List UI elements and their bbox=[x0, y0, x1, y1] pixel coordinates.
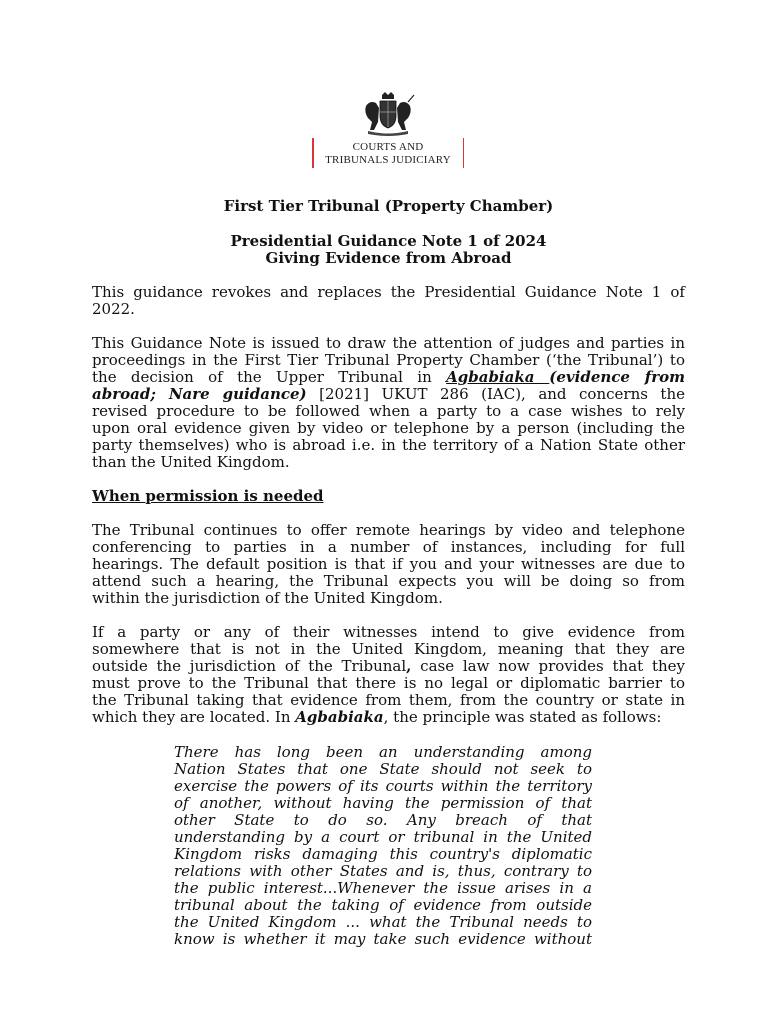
jurisdiction-paragraph bbox=[92, 624, 685, 726]
text-line: party themselves) who is abroad i.e. in the territory of a Nation State other bbox=[92, 436, 685, 454]
quote-line: understanding by a court or tribunal in the United bbox=[174, 828, 592, 846]
logo-text-line1: COURTS AND bbox=[352, 141, 424, 153]
text-line: revised procedure to be followed when a party to a case wishes to rely bbox=[92, 402, 685, 420]
case-name: Agbabiaka bbox=[446, 368, 550, 386]
quote-line: other State to do so. Any breach of that bbox=[174, 811, 592, 829]
text-line bbox=[92, 369, 685, 386]
text-line: This guidance revokes and replaces the Presidential Guidance Note 1 of bbox=[92, 283, 685, 301]
remote-hearings-paragraph bbox=[92, 522, 685, 607]
text-line bbox=[92, 709, 685, 726]
case-name: Agbabiaka bbox=[295, 708, 384, 726]
quote-line: There has long been an understanding among bbox=[174, 743, 592, 761]
text-line: This Guidance Note is issued to draw the attention of judges and parties in bbox=[92, 334, 685, 352]
quote-line: the United Kingdom ... what the Tribunal needs to bbox=[174, 913, 592, 931]
text-run: outside the jurisdiction of the Tribunal bbox=[92, 657, 407, 675]
text-line bbox=[92, 658, 685, 675]
text-line: somewhere that is not in the United Kingdom, meaning that they are bbox=[92, 640, 685, 658]
text-line: within the jurisdiction of the United Kingdom. bbox=[92, 589, 443, 607]
text-run: [2021] UKUT 286 (IAC), and concerns the bbox=[306, 385, 685, 403]
text-line: than the United Kingdom. bbox=[92, 453, 290, 471]
case-citation: abroad; Nare guidance) bbox=[92, 385, 307, 403]
text-run: which they are located. In bbox=[92, 708, 296, 726]
logo-divider-right bbox=[463, 138, 465, 168]
quote-line: exercise the powers of its courts within the territory bbox=[174, 777, 592, 795]
quote-line: know is whether it may take such evidence without bbox=[174, 930, 592, 948]
quote-line: relations with other States and is, thus, contrary to bbox=[174, 862, 592, 880]
quoted-passage bbox=[174, 744, 592, 948]
text-line: must prove to the Tribunal that there is no legal or diplomatic barrier to bbox=[92, 674, 685, 692]
logo-text-line2: TRIBUNALS JUDICIARY bbox=[325, 154, 451, 166]
logo-divider-left bbox=[312, 138, 314, 168]
text-line: The Tribunal continues to offer remote hearings by video and telephone bbox=[92, 521, 685, 539]
text-line: If a party or any of their witnesses intend to give evidence from bbox=[92, 623, 685, 641]
text-line: conferencing to parties in a number of instances, including for full bbox=[92, 538, 685, 556]
judiciary-logo bbox=[310, 80, 466, 174]
guidance-note-title: Presidential Guidance Note 1 of 2024 bbox=[230, 232, 547, 250]
text-line: 2022. bbox=[92, 300, 135, 318]
tribunal-title: First Tier Tribunal (Property Chamber) bbox=[223, 197, 554, 215]
text-line: the Tribunal taking that evidence from them, from the country or state in bbox=[92, 691, 685, 709]
text-line: attend such a hearing, the Tribunal expects you will be doing so from bbox=[92, 572, 685, 590]
section-heading: When permission is needed bbox=[92, 487, 324, 505]
quote-line: tribunal about the taking of evidence from outside bbox=[174, 896, 592, 914]
royal-coat-of-arms-icon bbox=[360, 92, 416, 136]
text-run: the decision of the Upper Tribunal in bbox=[92, 368, 447, 386]
intro-paragraph bbox=[92, 284, 685, 318]
guidance-note-subtitle: Giving Evidence from Abroad bbox=[265, 249, 512, 267]
purpose-paragraph bbox=[92, 335, 685, 471]
quote-line: Nation States that one State should not seek to bbox=[174, 760, 592, 778]
quote-line: Kingdom risks damaging this country's diplomatic bbox=[174, 845, 592, 863]
text-run: case law now provides that they bbox=[411, 657, 685, 675]
text-line: upon oral evidence given by video or telephone by a person (including the bbox=[92, 419, 685, 437]
quote-line: the public interest...Whenever the issue arises in a bbox=[174, 879, 592, 897]
case-citation: (evidence from bbox=[549, 368, 685, 386]
text-run: , bbox=[406, 657, 412, 675]
quote-line: of another, without having the permission of that bbox=[174, 794, 592, 812]
text-run: , the principle was stated as follows: bbox=[383, 708, 662, 726]
text-line: proceedings in the First Tier Tribunal Property Chamber (‘the Tribunal’) to bbox=[92, 351, 685, 369]
text-line: hearings. The default position is that if you and your witnesses are due to bbox=[92, 555, 685, 573]
text-line bbox=[92, 386, 685, 403]
